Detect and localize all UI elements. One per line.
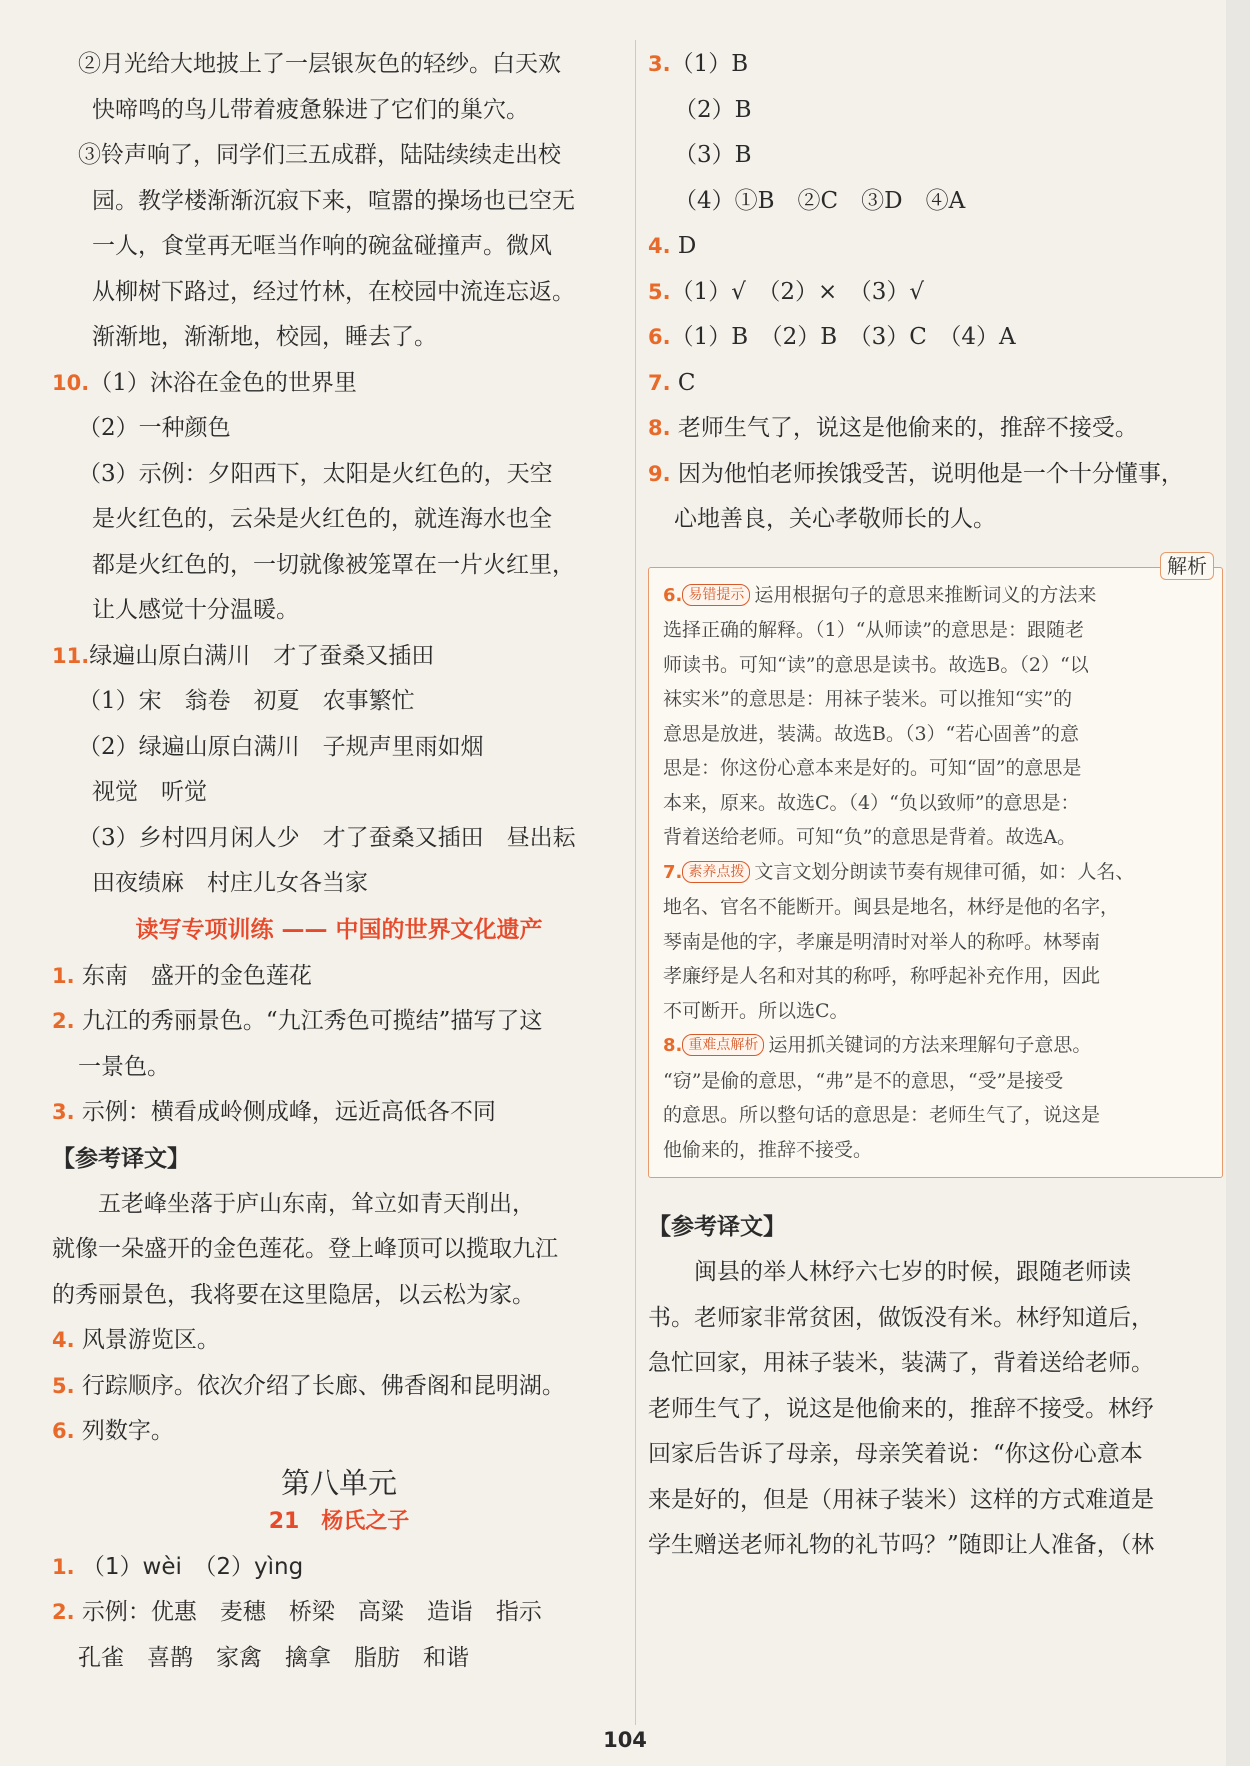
question-number: 5. bbox=[648, 279, 671, 304]
analysis-line: 琴南是他的字，孝廉是明清时对举人的称呼。林琴南 bbox=[663, 930, 1101, 953]
left-column bbox=[52, 42, 626, 1681]
question-number: 2. bbox=[52, 1600, 75, 1624]
text-line: 田夜绩麻 村庄儿女各当家 bbox=[92, 870, 368, 896]
analysis-box bbox=[648, 553, 1223, 1179]
text-line: 就像一朵盛开的金色莲花。登上峰顶可以揽取九江 bbox=[52, 1236, 558, 1262]
text-line: 来是好的，但是（用袜子装米）这样的方式难道是 bbox=[648, 1486, 1154, 1513]
text-line: 心地善良，关心孝敬师长的人。 bbox=[674, 506, 996, 532]
question-10: 10.（1）沐浴在金色的世界里 bbox=[52, 369, 357, 396]
text-line: 老师生气了，说这是他偷来的，推辞不接受。林纾 bbox=[648, 1395, 1154, 1422]
analysis-line: 意思是放进，装满。故选B。（3）“若心固善”的意 bbox=[663, 722, 1079, 745]
analysis-line: 他偷来的，推辞不接受。 bbox=[663, 1138, 873, 1161]
question-number: 7. bbox=[663, 861, 683, 883]
section-title: 读写专项训练 —— 中国的世界文化遗产 bbox=[135, 916, 543, 943]
text-line: 急忙回家，用袜子装米，装满了，背着送给老师。 bbox=[648, 1350, 1154, 1376]
analysis-line: 背着送给老师。可知“负”的意思是背着。故选A。 bbox=[663, 826, 1077, 848]
analysis-line: 的意思。所以整句话的意思是：老师生气了，说这是 bbox=[663, 1104, 1101, 1126]
answer-5: 5.（1）√ （2）× （3）√ bbox=[648, 278, 925, 305]
answer-1: 1. （1）wèi （2）yìng bbox=[52, 1553, 304, 1580]
text-line: 闽县的举人林纾六七岁的时候，跟随老师读 bbox=[694, 1259, 1131, 1285]
question-number: 3. bbox=[52, 1100, 75, 1124]
text-line: 回家后告诉了母亲，母亲笑着说：“你这份心意本 bbox=[648, 1441, 1143, 1467]
text-line: （3）乡村四月闲人少 才了蚕桑又插田 昼出耘 bbox=[78, 824, 576, 851]
answer-2: 2. 示例：优惠 麦穗 桥梁 高粱 造诣 指示 bbox=[52, 1599, 542, 1625]
tag-badge: 重难点解析 bbox=[682, 1034, 764, 1056]
text-line: （2）绿遍山原白满川 子规声里雨如烟 bbox=[78, 733, 484, 760]
question-number: 9. bbox=[648, 461, 671, 486]
analysis-line: 本来，原来。故选C。（4）“负以致师”的意思是： bbox=[663, 791, 1080, 814]
question-number: 10. bbox=[52, 370, 90, 395]
text-line: （2）B bbox=[674, 96, 752, 123]
text-line: 都是火红色的，一切就像被笼罩在一片火红里， bbox=[92, 551, 575, 578]
question-number: 1. bbox=[52, 963, 75, 988]
reference-text: 五老峰坐落于庐山东南，耸立如青天削出， bbox=[98, 1190, 535, 1217]
text-line: 的秀丽景色，我将要在这里隐居，以云松为家。 bbox=[52, 1281, 535, 1308]
analysis-line: 思是：你这份心意本来是好的。可知“固”的意思是 bbox=[663, 757, 1082, 779]
text-line: 快啼鸣的鸟儿带着疲惫躲进了它们的巢穴。 bbox=[92, 96, 529, 123]
analysis-line: 袜实米”的意思是：用袜子装米。可以推知“实”的 bbox=[663, 688, 1073, 710]
text-line: （2）一种颜色 bbox=[78, 415, 231, 441]
question-number: 5. bbox=[52, 1373, 75, 1398]
text-line: ③铃声响了，同学们三五成群，陆陆续续走出校 bbox=[78, 142, 561, 168]
unit-title: 第八单元 bbox=[280, 1465, 397, 1500]
answer-1: 1. 东南 盛开的金色莲花 bbox=[52, 962, 312, 989]
tag-badge: 易错提示 bbox=[682, 584, 750, 606]
tag-badge: 素养点拨 bbox=[682, 861, 750, 883]
right-column bbox=[648, 42, 1223, 1569]
text-line: 从柳树下路过，经过竹林，在校园中流连忘返。 bbox=[92, 278, 575, 305]
reference-heading: 【参考译文】 bbox=[648, 1214, 786, 1240]
question-number: 7. bbox=[648, 370, 671, 395]
question-number: 3. bbox=[648, 52, 671, 76]
text-line: 一景色。 bbox=[78, 1053, 170, 1080]
answer-3: 3. 示例：横看成岭侧成峰，远近高低各不同 bbox=[52, 1099, 496, 1125]
question-number: 6. bbox=[52, 1419, 75, 1443]
answer-4: 4. D bbox=[648, 233, 697, 259]
question-number: 6. bbox=[648, 325, 671, 349]
page-edge bbox=[1226, 0, 1250, 1766]
text-line: 学生赠送老师礼物的礼节吗？”随即让人准备，（林 bbox=[648, 1532, 1155, 1558]
analysis-line: 师读书。可知“读”的意思是读书。故选B。（2）“以 bbox=[663, 653, 1089, 676]
answer-7: 7. C bbox=[648, 369, 696, 396]
column-divider bbox=[635, 40, 636, 1725]
text-line: （3）B bbox=[674, 142, 752, 168]
question-11: 11.绿遍山原白满川 才了蚕桑又插田 bbox=[52, 642, 435, 669]
analysis-line: 6. 易错提示 运用根据句子的意思来推断词义的方法来 bbox=[663, 583, 1097, 606]
question-number: 1. bbox=[52, 1554, 75, 1579]
text-line: 园。教学楼渐渐沉寂下来，喧嚣的操场也已空无 bbox=[92, 187, 575, 214]
text-line: 渐渐地，渐渐地，校园，睡去了。 bbox=[92, 324, 437, 350]
answer-6: 6.（1）B （2）B （3）C （4）A bbox=[648, 324, 1016, 350]
lesson-title: 21 杨氏之子 bbox=[268, 1508, 410, 1534]
analysis-line: “窃”是偷的意思，“弗”是不的意思，“受”是接受 bbox=[663, 1069, 1064, 1092]
text-line: （3）示例：夕阳西下，太阳是火红色的，天空 bbox=[78, 460, 553, 487]
text-line: 一人，食堂再无哐当作响的碗盆碰撞声。微风 bbox=[92, 233, 552, 259]
text-line: 视觉 听觉 bbox=[92, 779, 207, 805]
question-number: 8. bbox=[663, 1035, 683, 1056]
answer-8: 8. 老师生气了，说这是他偷来的，推辞不接受。 bbox=[648, 415, 1138, 441]
question-number: 4. bbox=[52, 1328, 75, 1352]
text-line: 孔雀 喜鹊 家禽 擒拿 脂肪 和谐 bbox=[78, 1644, 469, 1671]
answer-6: 6. 列数字。 bbox=[52, 1418, 174, 1444]
text-line: （4）①B ②C ③D ④A bbox=[674, 187, 966, 214]
answer-3: 3.（1）B bbox=[648, 51, 749, 77]
answer-4: 4. 风景游览区。 bbox=[52, 1327, 220, 1353]
text-line: 是火红色的，云朵是火红色的，就连海水也全 bbox=[92, 506, 552, 532]
answer-9: 9. 因为他怕老师挨饿受苦，说明他是一个十分懂事， bbox=[648, 460, 1184, 487]
analysis-line: 8. 重难点解析 运用抓关键词的方法来理解句子意思。 bbox=[663, 1034, 1092, 1056]
answer-5: 5. 行踪顺序。依次介绍了长廊、佛香阁和昆明湖。 bbox=[52, 1372, 565, 1399]
analysis-line: 不可断开。所以选C。 bbox=[663, 999, 849, 1022]
analysis-line: 7. 素养点拨 文言文划分朗读节奏有规律可循，如：人名、 bbox=[663, 860, 1135, 883]
text-line: 让人感觉十分温暖。 bbox=[92, 597, 299, 623]
text-line: （1）宋 翁卷 初夏 农事繁忙 bbox=[78, 688, 415, 714]
analysis-line: 孝廉纾是人名和对其的称呼，称呼起补充作用，因此 bbox=[663, 965, 1101, 987]
question-number: 8. bbox=[648, 416, 671, 440]
question-number: 11. bbox=[52, 643, 90, 668]
page-number: 104 bbox=[603, 1728, 647, 1752]
question-number: 6. bbox=[663, 584, 683, 606]
reference-heading: 【参考译文】 bbox=[52, 1145, 190, 1172]
question-number: 2. bbox=[52, 1009, 75, 1033]
answer-2: 2. 九江的秀丽景色。“九江秀色可揽结”描写了这 bbox=[52, 1008, 543, 1034]
text-line: ②月光给大地披上了一层银灰色的轻纱。白天欢 bbox=[78, 51, 561, 77]
question-number: 4. bbox=[648, 234, 671, 258]
analysis-line: 选择正确的解释。（1）“从师读”的意思是：跟随老 bbox=[663, 619, 1085, 641]
text-line: 书。老师家非常贫困，做饭没有米。林纾知道后， bbox=[648, 1304, 1154, 1331]
analysis-line: 地名、官名不能断开。闽县是地名，林纾是他的名字， bbox=[663, 896, 1120, 918]
analysis-label: 解析 bbox=[1160, 552, 1214, 580]
